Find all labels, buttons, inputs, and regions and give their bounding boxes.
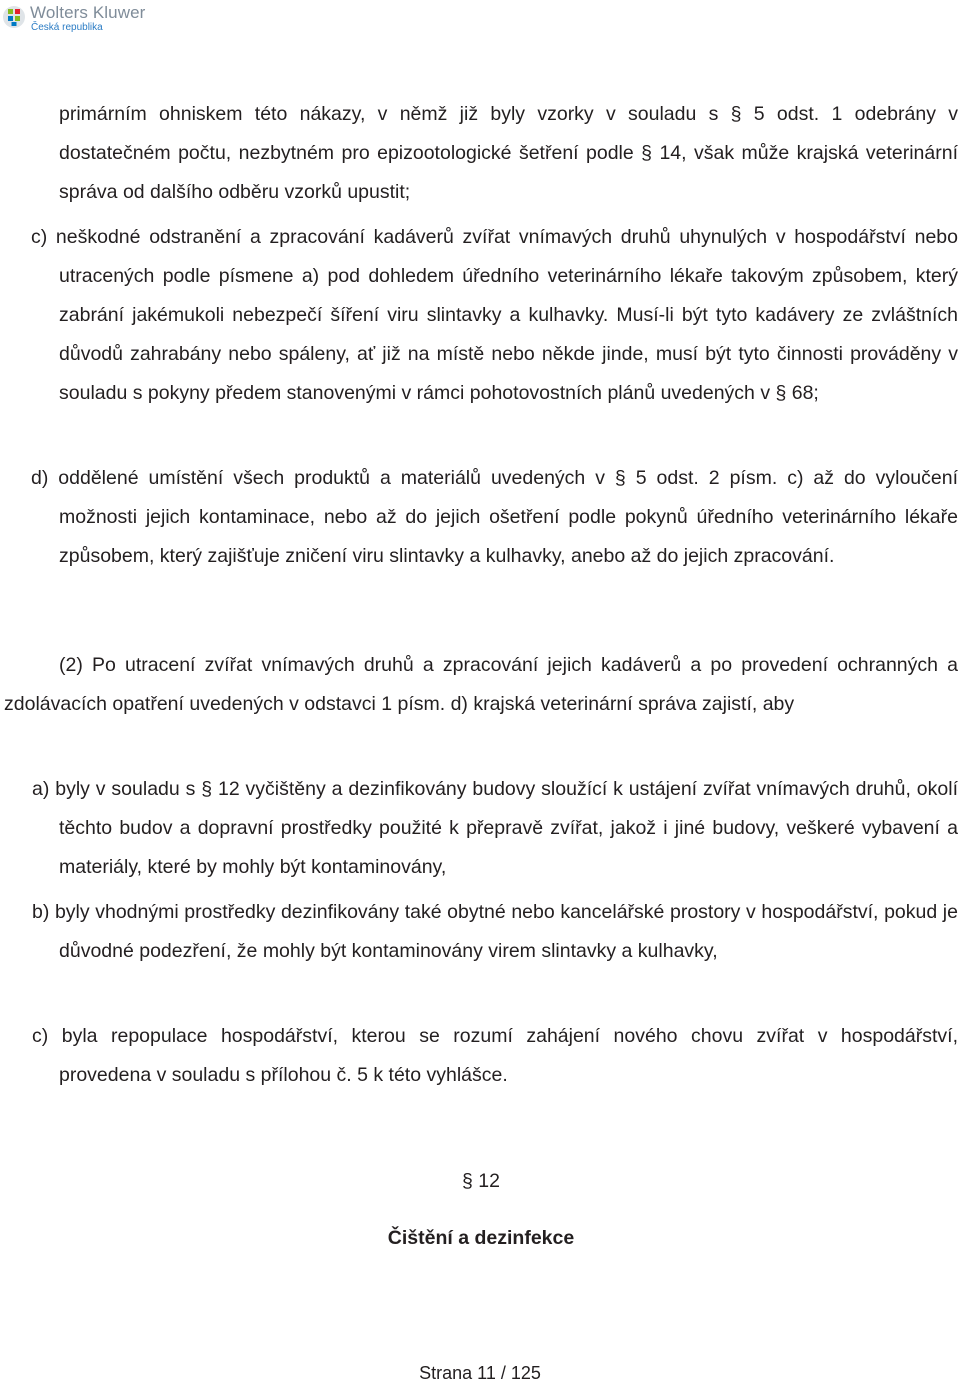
brand-name: Wolters Kluwer (30, 3, 146, 22)
list-item-c: c) neškodné odstranění a zpracování kadáverů zvířat vnímavých druhů uhynulých v hospodářství nebo utracených podle písmene a) pod dohledem úředního veterinárního lékaře takovým způsobem, který zabrání jakémukoli nebezpečí šíření viru slintavky a kulhavky. Musí-li být tyto kadávery ze zvláštních důvodů zahrabány nebo spáleny, ať již na místě nebo někde jinde, musí být tyto činnosti prováděny v souladu s pokyny předem stanovenými v rámci pohotovostních plánů uvedených v § 68; (31, 226, 958, 404)
section-title: Čištění a dezinfekce (387, 1227, 575, 1249)
brand-subtitle: Česká republika (31, 22, 103, 33)
section-number: § 12 (462, 1170, 500, 1192)
paragraph-2: (2) Po utracení zvířat vnímavých druhů a zpracování jejich kadáverů a po provedení ochranných a zdolávacích opatření uvedených v odstavci 1 písm. d) krajská veterinární správa zajistí, aby (4, 654, 958, 715)
paragraph-continuation: primárním ohniskem této nákazy, v němž již byly vzorky v souladu s § 5 odst. 1 odebrány v dostatečném počtu, nezbytném pro epizootologické šetření podle § 14, však může krajská veterinární správa od dalšího odběru vzorků upustit; (59, 103, 958, 203)
page-number: Strana 11 / 125 (419, 1363, 541, 1383)
list-item-a2: a) byly v souladu s § 12 vyčištěny a dezinfikovány budovy sloužící k ustájení zvířat vnímavých druhů, okolí těchto budov a dopravní prostředky použité k přepravě zvířat, jakož i jiné budovy, veškeré vybavení a materiály, které by mohly být kontaminovány, (32, 778, 958, 878)
wolters-kluwer-logo-icon (2, 5, 26, 29)
publisher-logo (2, 4, 145, 34)
list-item-d: d) oddělené umístění všech produktů a materiálů uvedených v § 5 odst. 2 písm. c) až do vyloučení možnosti jejich kontaminace, nebo až do jejich ošetření podle pokynů úředního veterinárního lékaře způsobem, který zajišťuje zničení viru slintavky a kulhavky, anebo až do jejich zpracování. (31, 467, 958, 567)
list-item-b2: b) byly vhodnými prostředky dezinfikovány také obytné nebo kancelářské prostory v hospodářství, pokud je důvodné podezření, že mohly být kontaminovány virem slintavky a kulhavky, (32, 901, 958, 962)
list-item-c2: c) byla repopulace hospodářství, kterou se rozumí zahájení nového chovu zvířat v hospodářství, provedena v souladu s přílohou č. 5 k této vyhlášce. (32, 1025, 958, 1086)
